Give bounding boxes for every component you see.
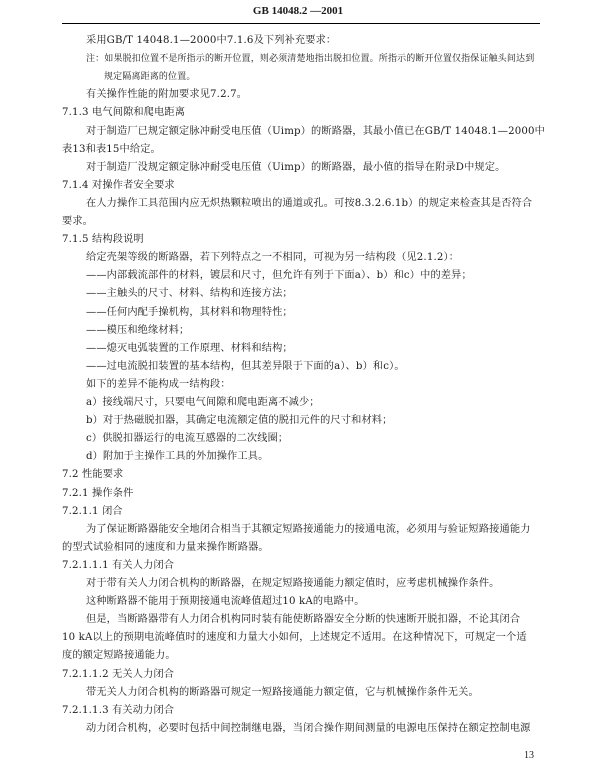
text-line: 对于制造厂已规定额定脉冲耐受电压值（Uimp）的断路器，其最小值已在GB/T 14048.1—2000中 — [86, 125, 545, 137]
section-heading: 7.2 性能要求 — [62, 469, 124, 481]
section-heading: 7.2.1.1.3 有关动力闭合 — [62, 704, 175, 716]
list-item: ——主触头的尺寸、材料、结构和连接方法； — [86, 288, 293, 300]
text-line: 这种断路器不能用于预期接通电流峰值超过10 kA的电路中。 — [86, 596, 365, 608]
text-line: 动力闭合机构，必要时包括中间控制继电器，当闭合操作期间测量的电源电压保持在额定控制电源 — [86, 722, 531, 734]
list-item: b）对于热磁脱扣器，其确定电流额定值的脱扣元件的尺寸和材料； — [86, 415, 393, 427]
list-item: ——任何内配手操机构，其材料和物理特性； — [86, 306, 293, 318]
list-item: c）供脱扣器运行的电流互感器的二次线圈； — [86, 433, 289, 445]
text-line: 带无关人力闭合机构的断路器可规定一短路接通能力额定值，它与机械操作条件无关。 — [86, 686, 479, 698]
text-line: 的型式试验相同的速度和力量来操作断路器。 — [62, 541, 269, 553]
list-item: ——内部载流部件的材料，镀层和尺寸，但允许有列于下面a）、b）和c）中的差异； — [86, 270, 472, 282]
text-line: 要求。 — [62, 216, 94, 227]
text-line: 对于带有关人力闭合机构的断路器，在规定短路接通能力额定值时，应考虑机械操作条件。 — [86, 578, 500, 589]
text-line: 给定壳架等级的断路器，若下列特点之一不相同，可视为另一结构段（见2.1.2）： — [86, 252, 460, 264]
list-item: ——过电流脱扣装置的基本结构，但其差异限于下面的a）、b）和c）。 — [86, 360, 405, 372]
note-line: 规定隔离距离的位置。 — [104, 72, 196, 83]
section-heading: 7.2.1.1 闭合 — [62, 505, 123, 517]
header-rule — [62, 23, 540, 24]
document-header: GB 14048.2 —2001 — [252, 5, 344, 17]
text-line: 如下的差异不能构成一结构段： — [86, 378, 231, 390]
text-line: 采用GB/T 14048.1—2000中7.1.6及下列补充要求： — [86, 35, 337, 46]
section-heading: 7.2.1 操作条件 — [62, 487, 134, 499]
list-item: a）接线端尺寸，只要电气间隙和爬电距离不减少； — [86, 397, 320, 408]
section-heading: 7.1.4 对操作者安全要求 — [62, 179, 175, 191]
text-line: 度的额定短路接通能力。 — [62, 650, 176, 662]
text-line: 有关操作性能的附加要求见7.2.7。 — [86, 89, 248, 101]
text-line: 但是，当断路器带有人力闭合机构同时装有能使断路器安全分断的快速断开脱扣器，不论其闭合 — [86, 614, 521, 626]
list-item: ——模压和绝缘材料； — [86, 324, 190, 336]
list-item: ——熄灭电弧装置的工作原理、材料和结构； — [86, 342, 293, 354]
section-heading: 7.2.1.1.2 无关人力闭合 — [62, 668, 175, 680]
text-line: 表13和表15中给定。 — [62, 143, 161, 155]
section-heading: 7.1.3 电气间隙和爬电距离 — [62, 107, 186, 119]
page-number: 13 — [524, 750, 534, 761]
list-item: d）附加于主操作工具的外加操作工具。 — [86, 451, 269, 463]
text-line: 为了保证断路器能安全地闭合相当于其额定短路接通能力的接通电流，必须用与验证短路接通能力 — [86, 523, 531, 535]
text-line: 10 kA以上的预期电流峰值时的速度和力量大小如何，上述规定不适用。在这种情况下，可规定一个适 — [62, 632, 527, 644]
note-line: 注：如果脱扣位置不是所指示的断开位置，则必须清楚地指出脱扣位置。所指示的断开位置仅指保证触头间达到 — [86, 54, 535, 65]
text-line: 在人力操作工具范围内应无炽热颗粒喷出的通道或孔。可按8.3.2.6.1b）的规定来检查其是否符合 — [86, 197, 533, 209]
text-line: 对于制造厂没规定额定脉冲耐受电压值（Uimp）的断路器，最小值的指导在附录D中规定。 — [86, 161, 506, 173]
section-heading: 7.2.1.1.1 有关人力闭合 — [62, 559, 175, 571]
section-heading: 7.1.5 结构段说明 — [62, 234, 144, 246]
